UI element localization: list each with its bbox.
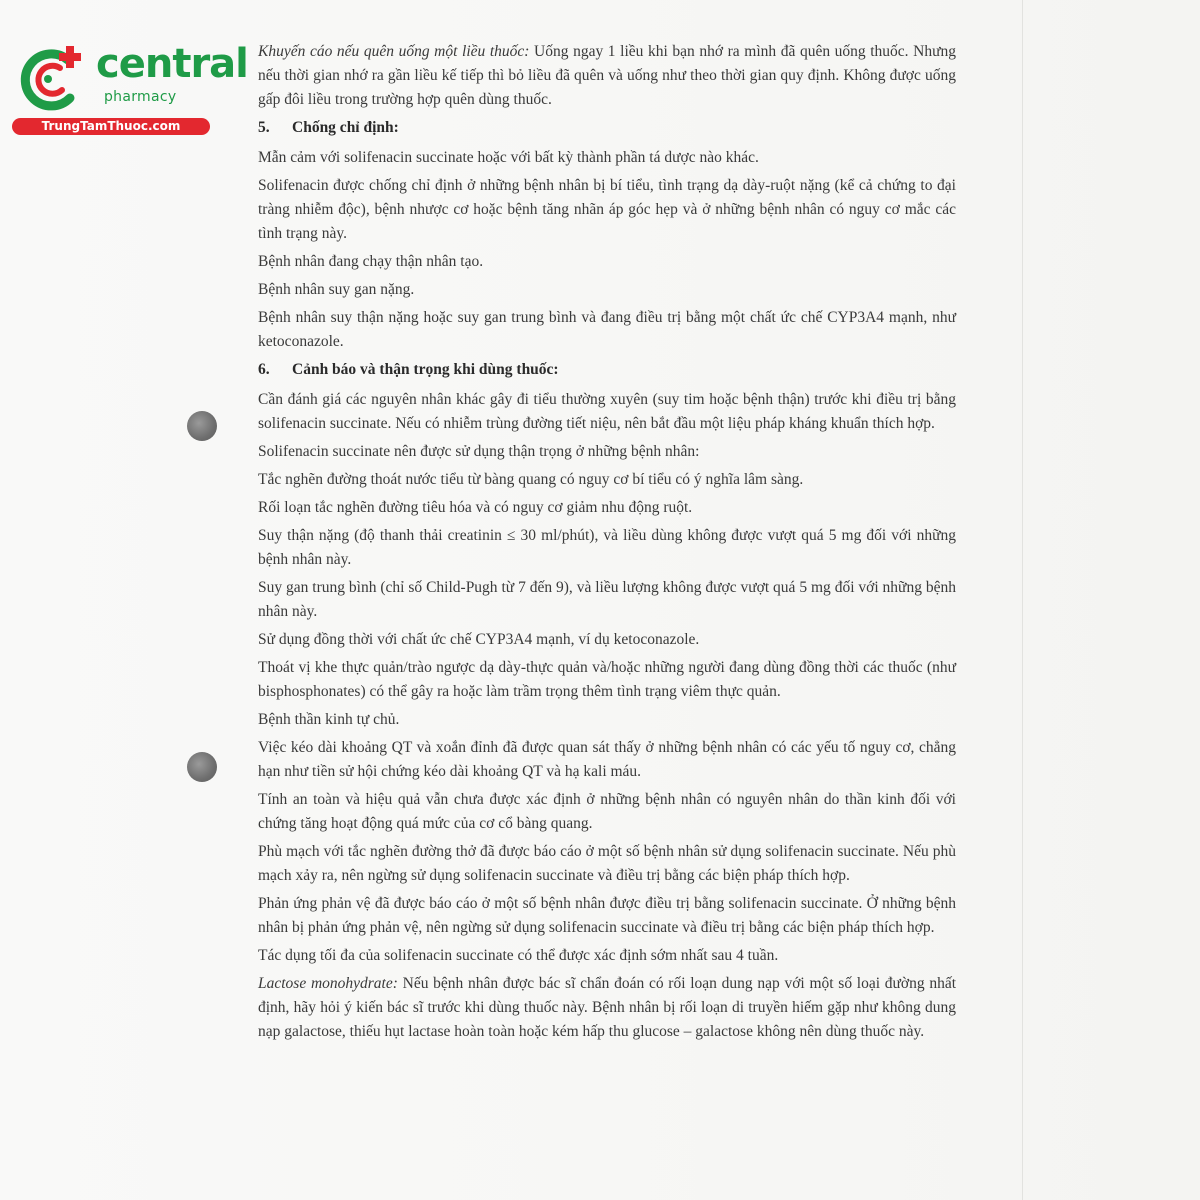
warning-paragraph: Thoát vị khe thực quản/trào ngược dạ dày-thực quản và/hoặc những người đang dùng đồng thời các thuốc (như bisphosphonates) có thể gây ra hoặc làm trầm trọng thêm tình trạng viêm thực quản. xyxy=(258,659,956,700)
warning-paragraph: Rối loạn tắc nghẽn đường tiêu hóa và có nguy cơ giảm nhu động ruột. xyxy=(258,499,693,516)
missed-dose-text: Uống ngay 1 liều khi bạn nhớ ra mình đã quên uống thuốc. Nhưng nếu thời gian nhớ ra gần liều kế tiếp thì bỏ liều đã quên và uống như theo thời gian quy định. Không được uống gấp đôi liều trong trường hợp quên dùng thuốc. xyxy=(258,43,956,108)
warning-paragraph: Tác dụng tối đa của solifenacin succinate có thể được xác định sớm nhất sau 4 tuần. xyxy=(258,947,779,964)
missed-dose-lead: Khuyến cáo nếu quên uống một liều thuốc: xyxy=(258,43,530,60)
document-body xyxy=(258,40,956,1048)
warning-paragraph: Bệnh thần kinh tự chủ. xyxy=(258,711,400,728)
lactose-text: Nếu bệnh nhân được bác sĩ chẩn đoán có rối loạn dung nạp với một số loại đường nhất định, hãy hỏi ý kiến bác sĩ trước khi dùng thuốc này. Bệnh nhân bị rối loạn di truyền hiếm gặp như không dung nạp galactose, thiếu hụt lactase hoàn toàn hoặc kém hấp thu glucose – galactose không nên dùng thuốc này. xyxy=(258,975,957,1040)
section-5-heading xyxy=(258,116,956,140)
logo-wordmark: central xyxy=(96,41,248,87)
lactose-paragraph xyxy=(258,972,956,1044)
warning-paragraph: Cần đánh giá các nguyên nhân khác gây đi tiểu thường xuyên (suy tim hoặc bệnh thận) trước khi điều trị bằng solifenacin succinate. Nếu có nhiễm trùng đường tiết niệu, nên bắt đầu một liệu pháp kháng khuẩn thích hợp. xyxy=(258,391,956,432)
contraindication-paragraph: Bệnh nhân suy thận nặng hoặc suy gan trung bình và đang điều trị bằng một chất ức chế CYP3A4 mạnh, như ketoconazole. xyxy=(258,309,956,350)
contraindication-paragraph: Mẫn cảm với solifenacin succinate hoặc với bất kỳ thành phần tá dược nào khác. xyxy=(258,149,759,166)
missed-dose-paragraph xyxy=(258,40,956,112)
warning-paragraph: Việc kéo dài khoảng QT và xoắn đỉnh đã được quan sát thấy ở những bệnh nhân có các yếu tố nguy cơ, chẳng hạn như tiền sử hội chứng kéo dài khoảng QT và hạ kali máu. xyxy=(258,739,956,780)
punch-hole-top xyxy=(187,411,217,441)
contraindication-paragraph: Solifenacin được chống chỉ định ở những bệnh nhân bị bí tiểu, tình trạng dạ dày-ruột nặng (kể cả chứng to đại tràng nhiễm độc), bệnh nhược cơ hoặc bệnh tăng nhãn áp góc hẹp và ở những bệnh nhân có nguy cơ mắc các tình trạng này. xyxy=(258,177,956,242)
logo-site-url[interactable]: TrungTamThuoc.com xyxy=(12,118,210,135)
section-6-title: Cảnh báo và thận trọng khi dùng thuốc: xyxy=(292,361,559,378)
warning-paragraph: Suy gan trung bình (chỉ số Child-Pugh từ 7 đến 9), và liều lượng không được vượt quá 5 mg đối với những bệnh nhân này. xyxy=(258,579,956,620)
warning-paragraph: Phù mạch với tắc nghẽn đường thở đã được báo cáo ở một số bệnh nhân sử dụng solifenacin succinate. Nếu phù mạch xảy ra, nên ngừng sử dụng solifenacin succinate và điều trị bằng các biện pháp thích hợp. xyxy=(258,843,956,884)
logo-subtitle: pharmacy xyxy=(104,89,177,105)
section-5-title: Chống chỉ định: xyxy=(292,119,399,136)
contraindication-paragraph: Bệnh nhân đang chạy thận nhân tạo. xyxy=(258,253,484,270)
section-5-number: 5. xyxy=(258,119,270,136)
contraindication-paragraph: Bệnh nhân suy gan nặng. xyxy=(258,281,415,298)
warning-paragraph: Solifenacin succinate nên được sử dụng thận trọng ở những bệnh nhân: xyxy=(258,443,700,460)
central-pharmacy-logo[interactable] xyxy=(10,34,248,140)
page-edge-line xyxy=(1022,0,1023,1200)
section-6-heading xyxy=(258,358,956,382)
warning-paragraph: Sử dụng đồng thời với chất ức chế CYP3A4 mạnh, ví dụ ketoconazole. xyxy=(258,631,700,648)
warning-paragraph: Tắc nghẽn đường thoát nước tiểu từ bàng quang có nguy cơ bí tiểu có ý nghĩa lâm sàng. xyxy=(258,471,804,488)
punch-hole-bottom xyxy=(187,752,217,782)
pharmacy-c-cross-icon xyxy=(10,40,90,120)
section-6-number: 6. xyxy=(258,361,270,378)
warning-paragraph: Phản ứng phản vệ đã được báo cáo ở một số bệnh nhân được điều trị bằng solifenacin succinate. Ở những bệnh nhân bị phản ứng phản vệ, nên ngừng sử dụng solifenacin succinate và điều trị bằng các biện pháp thích hợp. xyxy=(258,895,956,936)
warning-paragraph: Tính an toàn và hiệu quả vẫn chưa được xác định ở những bệnh nhân có nguyên nhân do thần kinh đối với chứng tăng hoạt động quá mức của cơ cổ bàng quang. xyxy=(258,791,956,832)
lactose-lead: Lactose monohydrate: xyxy=(258,975,398,992)
warning-paragraph: Suy thận nặng (độ thanh thải creatinin ≤ 30 ml/phút), và liều dùng không được vượt quá 5 mg đối với những bệnh nhân này. xyxy=(258,527,956,568)
